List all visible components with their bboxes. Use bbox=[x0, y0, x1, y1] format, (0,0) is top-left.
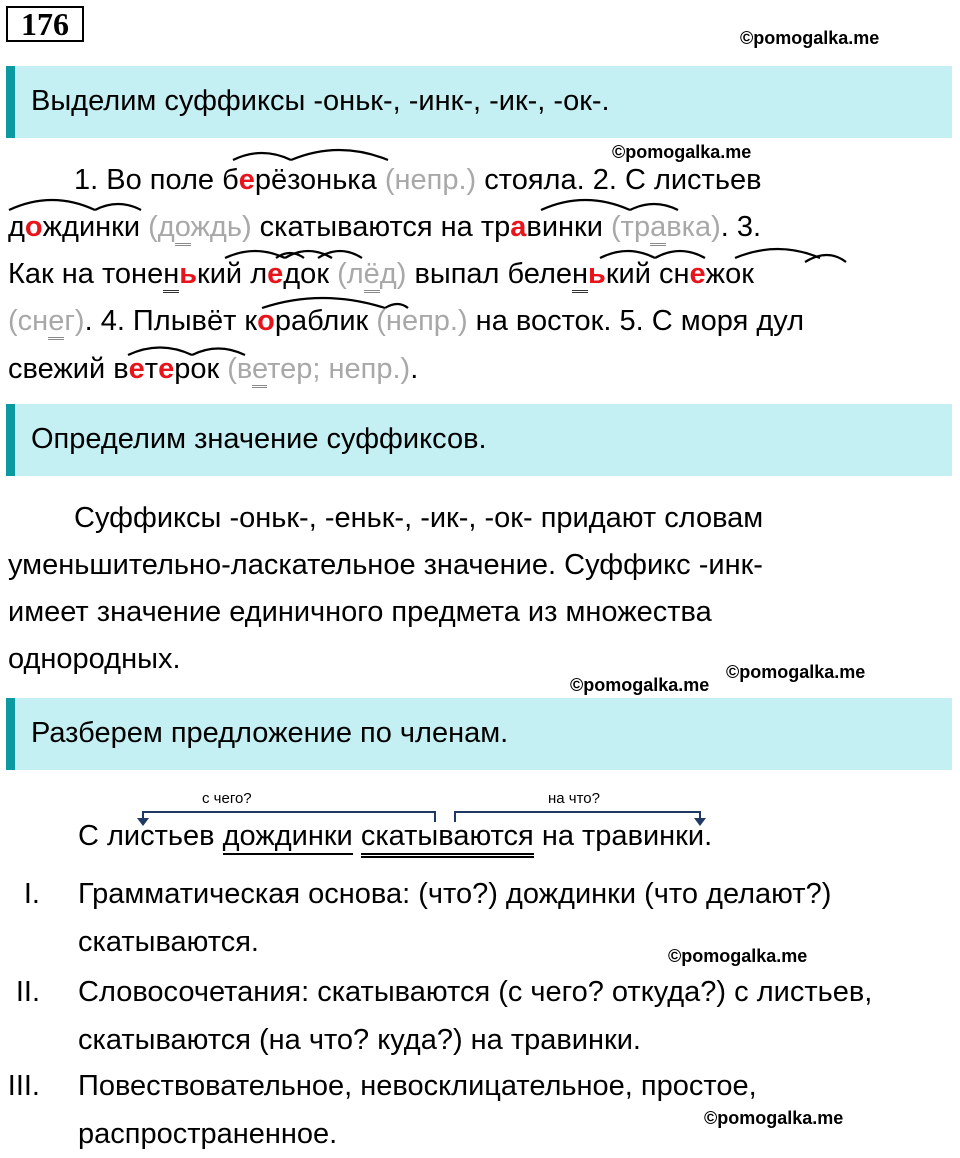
watermark: ©pomogalka.me bbox=[612, 142, 752, 162]
list-item: Словосочетания: скатываются (с чего? откуда?) с листьев, скатываются (на что? куда?) на травинки. bbox=[78, 976, 873, 1056]
paragraph-line: уменьшительно-ласкательное значение. Суффикс -инк- bbox=[8, 549, 763, 581]
paragraph-line: однородных. bbox=[8, 643, 181, 675]
paragraph-line: Суффиксы -оньк-, -еньк-, -ик-, -ок- придают словам bbox=[74, 502, 764, 534]
watermark: ©pomogalka.me bbox=[570, 675, 710, 695]
parsed-sentence: С листьев дождинки скатываются на травинки. bbox=[78, 818, 712, 854]
watermark: ©pomogalka.me bbox=[726, 662, 866, 682]
list-marker: I. bbox=[23, 878, 40, 910]
section-heading-text: Разберем предложение по членам. bbox=[31, 717, 509, 749]
list-item: Грамматическая основа: (что?) дождинки (что делают?) скатываются. bbox=[78, 878, 832, 958]
watermark: ©pomogalka.me bbox=[740, 28, 880, 48]
paragraph-line: имеет значение единичного предмета из множества bbox=[8, 596, 712, 628]
question-label-left: с чего? bbox=[202, 790, 252, 807]
list-marker: II. bbox=[15, 976, 40, 1008]
list-marker: III. bbox=[7, 1070, 40, 1102]
predicate: скатываются bbox=[361, 820, 534, 858]
watermark: ©pomogalka.me bbox=[668, 946, 808, 966]
section-heading-text: Выделим суффиксы -оньк-, -инк-, -ик-, -ок-. bbox=[31, 85, 610, 117]
task-number: 176 bbox=[6, 6, 84, 42]
section-heading-text: Определим значение суффиксов. bbox=[31, 423, 487, 455]
text-line-5: свежий ветерок (ветер; непр.). bbox=[8, 351, 418, 387]
subject: дождинки bbox=[223, 820, 353, 855]
watermark: ©pomogalka.me bbox=[704, 1108, 844, 1128]
text-line-4: (снег). 4. Плывёт кораблик (непр.) на восток. 5. С моря дул bbox=[8, 303, 804, 339]
question-label-right: на что? bbox=[548, 790, 600, 807]
text-line-2: дождинки (дождь) скатываются на травинки (травка). 3. bbox=[8, 209, 761, 245]
text-line-3: Как на тоненький ледок (лёд) выпал беленький снежок bbox=[8, 256, 754, 292]
text-line-1: 1. Во поле берёзонька (непр.) стояла. 2. С листьев bbox=[74, 164, 762, 196]
list-item: Повествовательное, невосклицательное, простое, распространенное. bbox=[78, 1070, 757, 1150]
